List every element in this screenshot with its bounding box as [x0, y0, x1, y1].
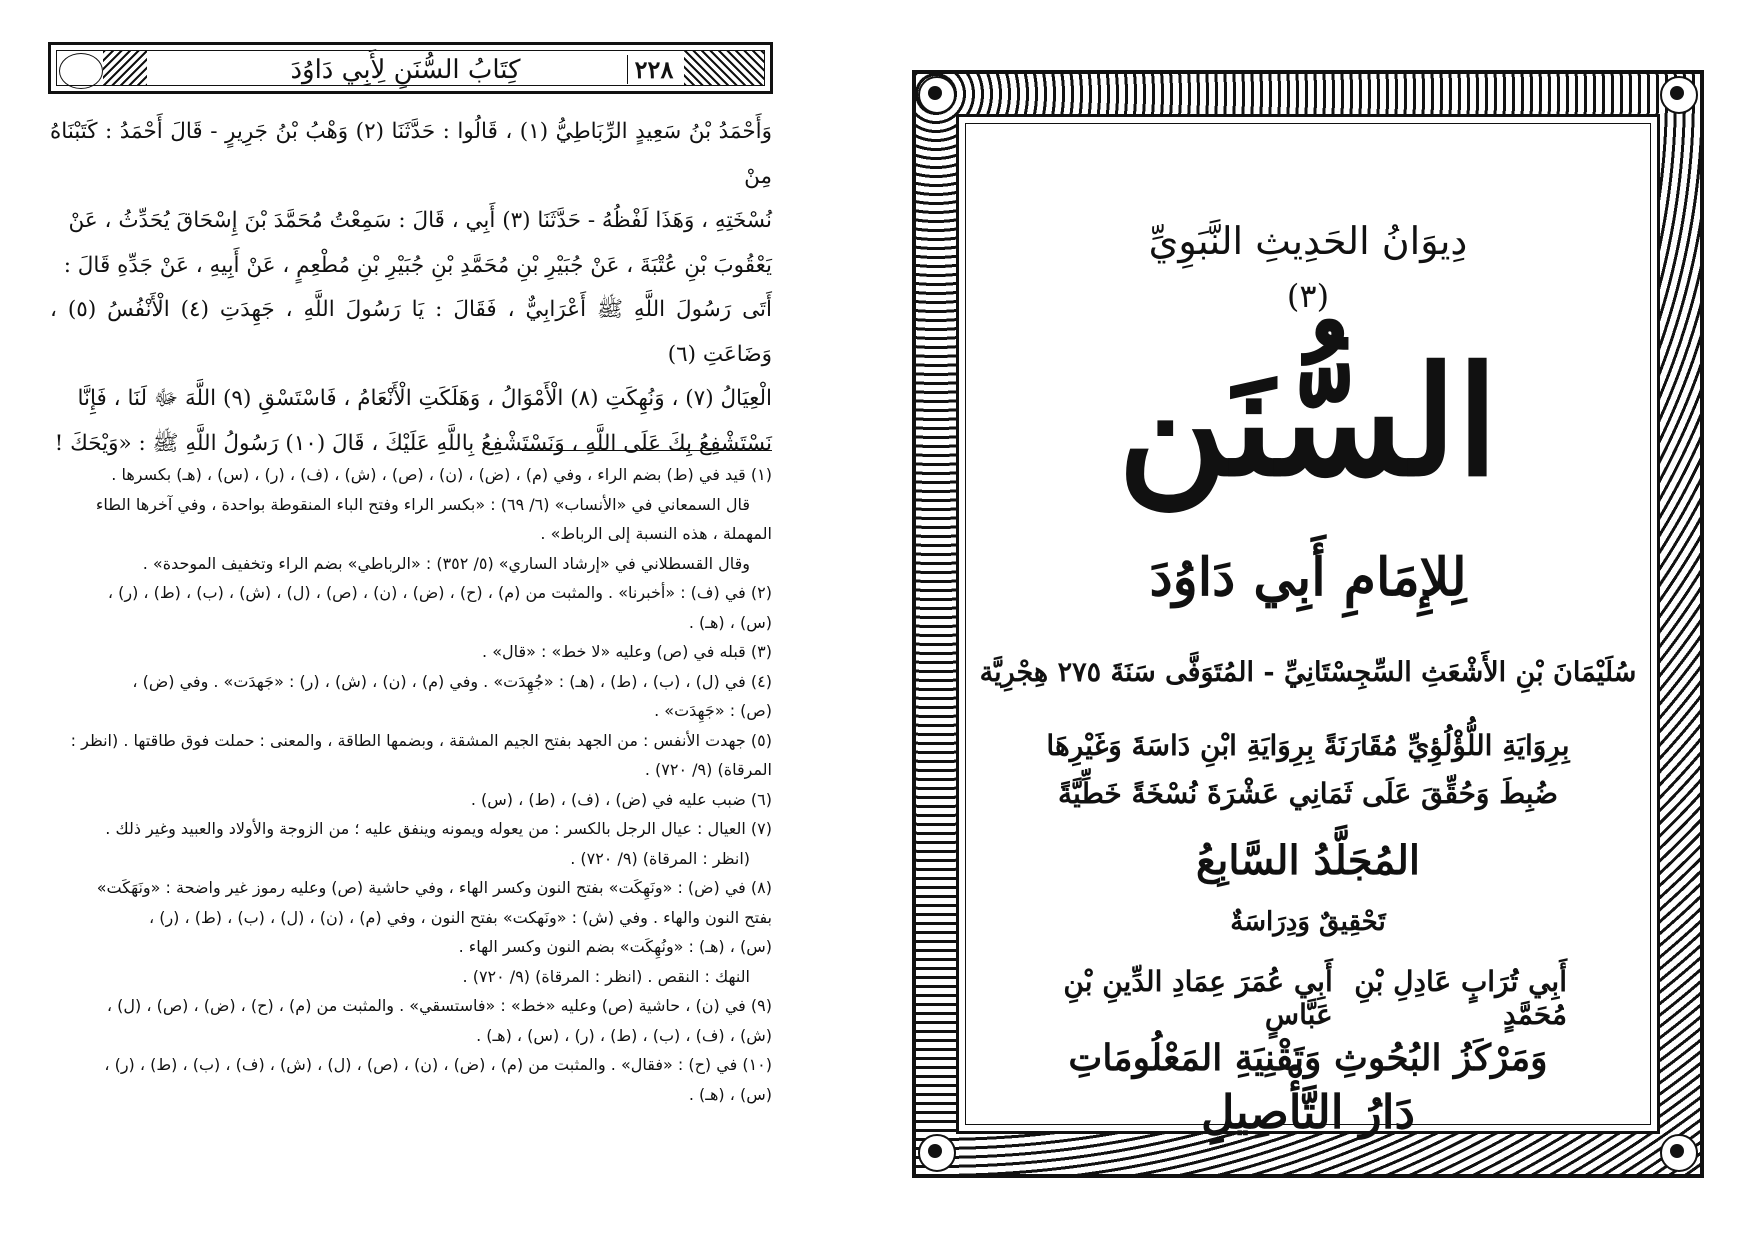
narration-note: بِرِوَايَةِ اللُّؤْلُؤِيِّ مُقَارَنَةً بِرِوَايَةِ ابْنِ دَاسَةَ وَغَيْرِهَا	[1046, 729, 1570, 762]
footnote-line: (٣) قبله في (ص) وعليه «لا خط» : «قال» .	[482, 642, 772, 661]
footnote-line: (٧) العيال : عيال الرجل بالكسر : من يعوله ويمونه وينفق عليه ؛ من الزوجة والأولاد والعبيد وغير ذلك .	[105, 819, 772, 838]
editor-name: أَبِي تُرَابٍ عَادِلِ بْنِ مُحَمَّدٍ	[1354, 965, 1567, 1031]
footnote-line: (س) ، (هـ) .	[688, 612, 772, 632]
footnote-line: قال السمعاني في «الأنساب» (٦/ ٦٩) : «بكسر الراء وفتح الباء المنقوطة بواحدة ، وفي آخرها الطاء	[95, 494, 750, 514]
footnote-line: (٥) جهدت الأنفس : من الجهد بفتح الجيم المشقة ، وبضمها الطاقة ، والمعنى : حملت فوق طاقتها . (انظر :	[70, 730, 772, 750]
footnote-line: وقال القسطلاني في «إرشاد الساري» (٥/ ٣٥٢) : «الرباطي» بضم الراء وتخفيف الموحدة» .	[142, 553, 750, 573]
study-label: تَحْقِيقٌ وَدِرَاسَةٌ	[1230, 907, 1386, 937]
title-page	[912, 70, 1704, 1178]
footnote-line: (٢) في (ف) : «أخبرنا» . والمثبت من (م) ، (ح) ، (ض) ، (ن) ، (ص) ، (ل) ، (ش) ، (ب) ، (ط) ، (ر) ،	[107, 583, 772, 602]
header-ornament-left	[103, 51, 147, 85]
footnote-line: (٤) في (ل) ، (ب) ، (ط) ، (هـ) : «جُهِدَت» . وفي (م) ، (ن) ، (ش) ، (ر) : «جَهدَت» . وفي (ض) ،	[132, 671, 772, 691]
publisher: دَارُ التَّأْصِيلِ	[1201, 1085, 1415, 1139]
corner-ornament	[918, 1134, 956, 1172]
book-title: السُّنَن	[1117, 334, 1499, 510]
running-title: كِتَابُ السُّنَنِ لِأَبِي دَاوُدَ	[290, 55, 521, 85]
header-ornament-right	[684, 51, 764, 85]
corner-ornament	[918, 76, 956, 114]
footnote-separator	[522, 450, 772, 451]
footnote-line: (٨) في (ض) : «ونَهِكَت» بفتح النون وكسر الهاء ، وفي حاشية (ص) وعليه رموز غير واضحة : «ونَهَكَت»	[96, 878, 772, 897]
footnote-line: (١) قيد في (ط) بضم الراء ، وفي (م) ، (ض) ، (ن) ، (ص) ، (ش) ، (ف) ، (ر) ، (س) ، (هـ) بكسرها .	[111, 465, 772, 484]
author-line: لِلإِمَامِ أَبِي دَاوُدَ	[1149, 547, 1467, 608]
author-full-name: سُلَيْمَانَ بْنِ الأَشْعَثِ السِّجِسْتَانِيِّ - المُتَوَفَّى سَنَةَ ٢٧٥ هِجْرِيَّة	[979, 657, 1637, 688]
hadith-line: نُسْخَتِهِ ، وَهَذَا لَفْظُهُ - حَدَّثَنَا (٣) أَبِي ، قَالَ : سَمِعْتُ مُحَمَّدَ بْنَ إِسْحَاقَ يُحَدِّثُ ، عَنْ	[68, 208, 772, 233]
corner-ornament	[1660, 1134, 1698, 1172]
footnote-line: المهملة ، هذه النسبة إلى الرباط» .	[540, 524, 772, 543]
footnote-line: النهك : النقص . (انظر : المرقاة) (٩/ ٧٢٠) .	[462, 966, 750, 986]
hadith-line: يَعْقُوبَ بْنِ عُتْبَةَ ، عَنْ جُبَيْرِ بْنِ مُحَمَّدِ بْنِ جُبَيْرِ بْنِ مُطْعِمٍ ، عَنْ أَبِيهِ ، عَنْ جَدِّهِ قَالَ :	[63, 252, 772, 278]
footnote-line: (س) ، (هـ) : «ونُهِكَت» بضم النون وكسر الهاء .	[458, 937, 772, 956]
hadith-line: أَتَى رَسُولَ اللَّهِ ﷺ أَعْرَابِيٌّ ، فَقَالَ : يَا رَسُولَ اللَّهِ ، جَهِدَتِ (٤) الْأَنْفُسُ (٥) ، وَضَاعَتِ (٦)	[50, 297, 773, 367]
footnote-line: (٦) ضبب عليه في (ض) ، (ف) ، (ط) ، (س) .	[470, 789, 772, 809]
header-frame	[56, 50, 765, 86]
footnote-line: (انظر : المرقاة) (٩/ ٧٢٠) .	[570, 848, 750, 868]
footnote-line: بفتح النون والهاء . وفي (ش) : «ونَهكت» بفتح النون ، وفي (م) ، (ن) ، (ل) ، (ب) ، (ط) ، (ر) ،	[148, 907, 772, 927]
footnote-line: (س) ، (هـ) .	[688, 1084, 772, 1104]
hadith-line: الْعِيَالُ (٧) ، وَنُهِكَتِ (٨) الْأَمْوَالُ ، وَهَلَكَتِ الْأَنْعَامُ ، فَاسْتَسْقِ (٩) اللَّهَ ﷻ لَنَا ، فَإِنَّا	[77, 386, 772, 411]
footnote-line: (٩) في (ن) ، حاشية (ص) وعليه «خط» : «فاستسقي» . والمثبت من (م) ، (ح) ، (ض) ، (ص) ، (ل) ،	[106, 996, 772, 1015]
left-page	[40, 38, 780, 1208]
editors	[1049, 965, 1567, 1031]
footnotes	[50, 460, 772, 1109]
title-panel	[956, 114, 1660, 1139]
editor-name: أَبِي عُمَرَ عِمَادِ الدِّينِ بْنِ عَبَّاسٍ	[1063, 965, 1333, 1031]
volume-number: (٣)	[1286, 277, 1330, 315]
hadith-line: وَأَحْمَدُ بْنُ سَعِيدٍ الرِّبَاطِيُّ (١) ، قَالُوا : حَدَّثَنَا (٢) وَهْبُ بْنُ جَرِيرٍ - قَالَ أَحْمَدُ : كَتَبْنَاهُ مِنْ	[50, 119, 772, 189]
corner-ornament	[1660, 76, 1698, 114]
footnote-line: (١٠) في (ح) : «فقال» . والمثبت من (م) ، (ض) ، (ن) ، (ص) ، (ل) ، (ش) ، (ف) ، (ب) ، (ط) ، (ر) ،	[104, 1055, 772, 1074]
hadith-line: نَسْتَشْفِعُ بِكَ عَلَى اللَّهِ ، وَنَسْتَشْفِعُ بِاللَّهِ عَلَيْكَ ، قَالَ (١٠) رَسُولُ اللَّهِ ﷺ : «وَيْحَكَ !	[54, 430, 772, 456]
volume-label: المُجَلَّدُ السَّابِعُ	[1195, 837, 1420, 884]
footnote-line: (ص) : «جَهِدَت» .	[654, 701, 772, 720]
verification-note: ضُبِطَ وَحُقِّقَ عَلَى ثَمَانِي عَشْرَةَ نُسْخَةً خَطِّيَّةً	[1058, 777, 1558, 810]
header-medallion-logo	[59, 53, 103, 89]
page-number: ٢٢٨	[627, 55, 680, 84]
research-center: وَمَرْكَزُ البُحُوثِ وَتَقْنِيَةِ المَعْلُومَاتِ	[1068, 1037, 1548, 1079]
footnote-line: (ش) ، (ف) ، (ب) ، (ط) ، (ر) ، (س) ، (هـ) .	[476, 1025, 772, 1045]
hadith-text	[50, 110, 772, 466]
running-header	[48, 42, 773, 94]
footnote-line: المرقاة) (٩/ ٧٢٠) .	[644, 760, 772, 779]
series-title: دِيوَانُ الحَدِيثِ النَّبَوِيِّ	[1148, 219, 1468, 263]
